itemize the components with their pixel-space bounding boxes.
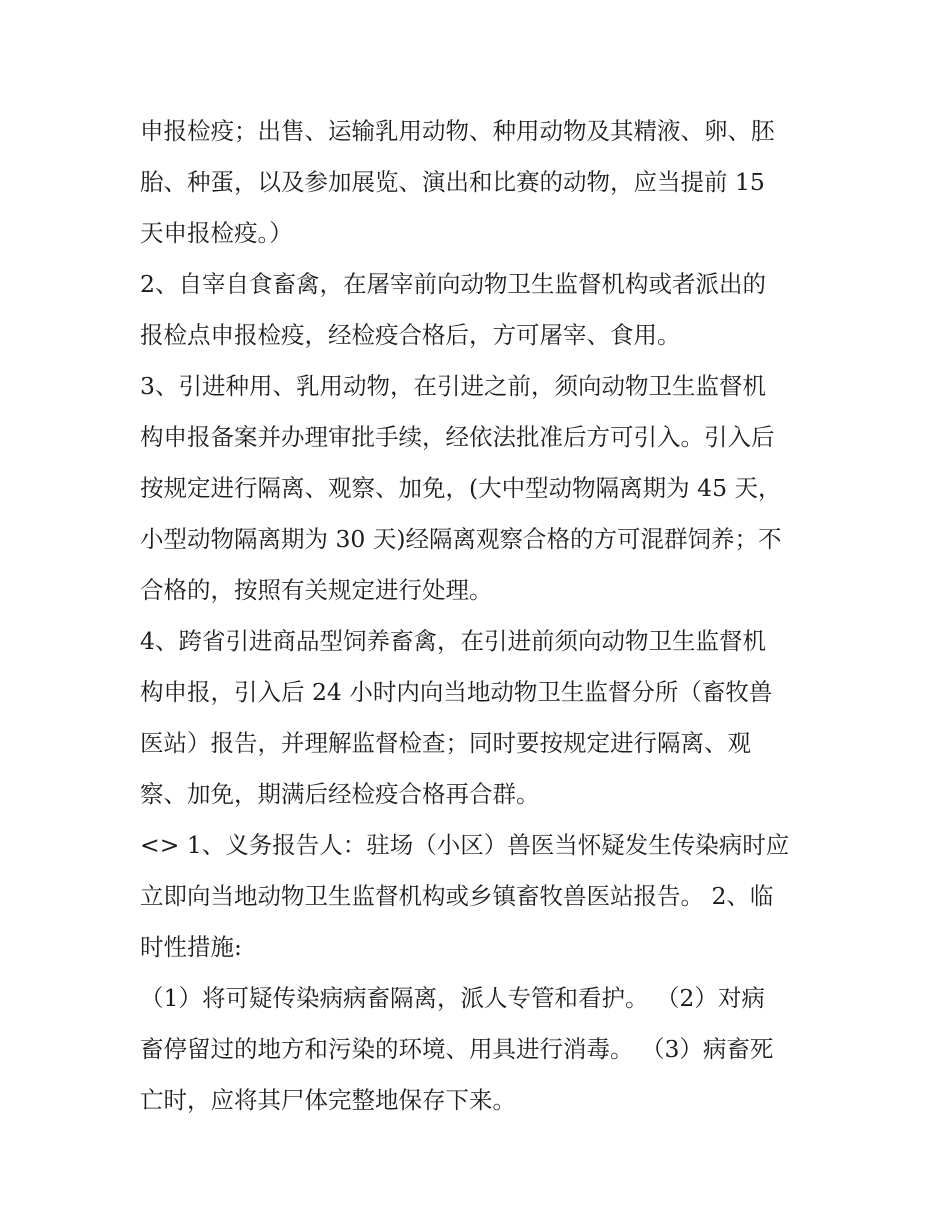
text-line: 亡时，应将其尸体完整地保存下来。 [140, 1086, 516, 1114]
text-line: 畜停留过的地方和污染的环境、用具进行消毒。 （3）病畜死 [140, 1035, 774, 1063]
text-line: 报检点申报检疫，经检疫合格后，方可屠宰、食用。 [140, 321, 681, 349]
text-line: 医站）报告，并理解监督检查；同时要按规定进行隔离、观 [140, 729, 751, 757]
text-line: 察、加免，期满后经检疫合格再合群。 [140, 780, 540, 808]
text-line: 4、跨省引进商品型饲养畜禽，在引进前须向动物卫生监督机 [140, 627, 766, 655]
text-line: 时性措施: [140, 933, 242, 961]
text-line: 申报检疫；出售、运输乳用动物、种用动物及其精液、卵、胚 [140, 117, 775, 145]
text-line: 天申报检疫。） [140, 219, 293, 247]
text-line: 按规定进行隔离、观察、加免，(大中型动物隔离期为 45 天， [140, 474, 782, 502]
text-line: 立即向当地动物卫生监督机构或乡镇畜牧兽医站报告。 2、临 [140, 882, 774, 910]
text-line: <> 1、义务报告人：驻场（小区）兽医当怀疑发生传染病时应 [140, 831, 790, 859]
document-body [140, 106, 820, 1126]
text-line: （1）将可疑传染病病畜隔离，派人专管和看护。 （2）对病 [140, 984, 765, 1012]
text-line: 合格的，按照有关规定进行处理。 [140, 576, 493, 604]
text-line: 小型动物隔离期为 30 天)经隔离观察合格的方可混群饲养；不 [140, 525, 782, 553]
text-line: 3、引进种用、乳用动物，在引进之前，须向动物卫生监督机 [140, 372, 766, 400]
text-line: 胎、种蛋，以及参加展览、演出和比赛的动物，应当提前 15 [140, 168, 765, 196]
text-line: 构申报，引入后 24 小时内向当地动物卫生监督分所（畜牧兽 [140, 678, 773, 706]
text-line: 2、自宰自食畜禽，在屠宰前向动物卫生监督机构或者派出的 [140, 270, 766, 298]
text-line: 构申报备案并办理审批手续，经依法批准后方可引入。引入后 [140, 423, 775, 451]
